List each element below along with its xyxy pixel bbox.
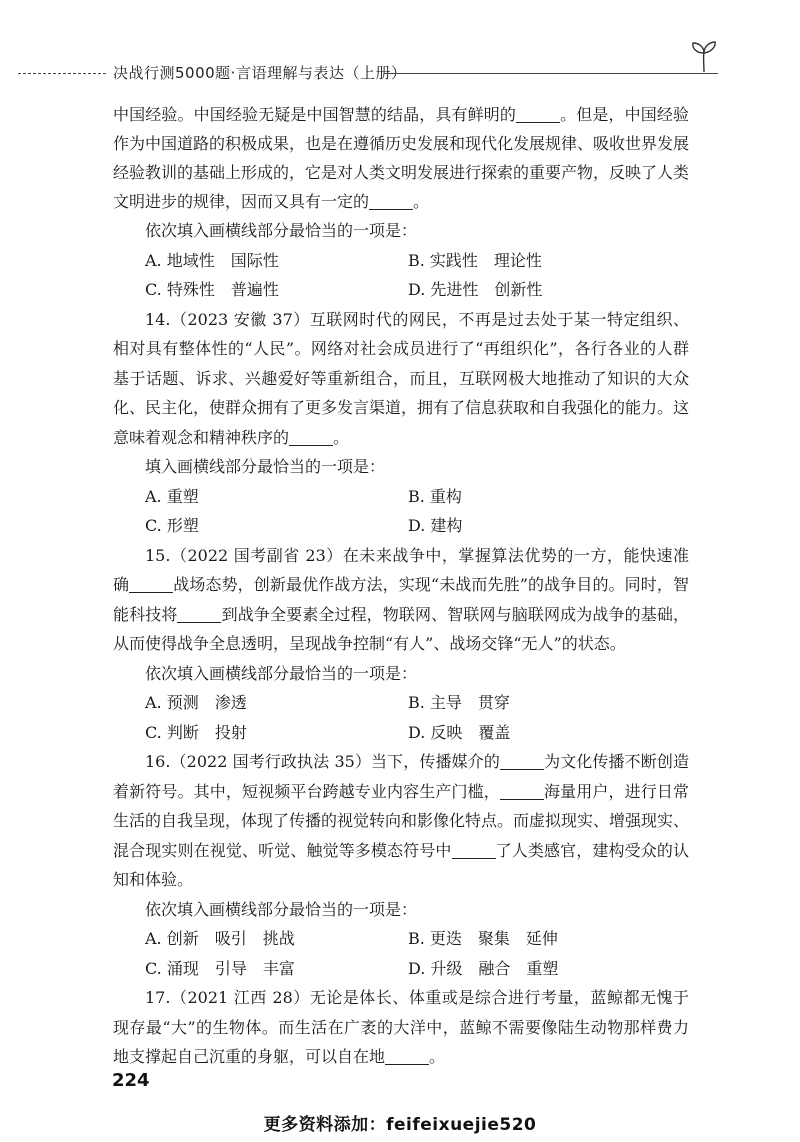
q17-text-b: 。: [429, 1047, 446, 1066]
option-a: A. 预测 渗透: [145, 693, 247, 712]
option-c: C. 判断 投射: [145, 722, 247, 742]
q15-options: [113, 688, 689, 747]
header-rule: [384, 73, 718, 74]
page-number: 224: [112, 1070, 150, 1091]
option-b: B. 实践性 理论性: [408, 250, 542, 270]
option-d: D. 建构: [408, 516, 463, 535]
answer-blank: [369, 193, 413, 210]
answer-blank: [500, 783, 544, 800]
option-d: D. 先进性 创新性: [408, 280, 543, 299]
q13-text-end: 。: [413, 192, 430, 211]
option-b: B. 重构: [408, 486, 462, 506]
q15-text-c: 到战争全要素全过程，物联网、智联网与脑联网成为战争的基础，从而使得战争全息透明，呈现战争控制“有人”、战场交锋“无人”的状态。: [113, 604, 689, 653]
option-d: D. 升级 融合 重塑: [408, 958, 559, 978]
q13-options: [113, 246, 689, 305]
q16-options: [113, 924, 689, 983]
option-d: D. 反映 覆盖: [408, 722, 511, 742]
q16-instruction: 依次填入画横线部分最恰当的一项是：: [145, 899, 418, 919]
answer-blank: [500, 753, 544, 770]
running-header: [18, 58, 718, 88]
answer-blank: [516, 106, 560, 123]
q15-stem: [113, 541, 689, 659]
header-dashed-line: [18, 73, 106, 74]
q15-text-b: 战场态势，创新最优作战方法，实现“未战而先胜”的战争目的。同时，智能科技将: [113, 575, 689, 624]
q15-text-a: 15.（2022 国考副省 23）在未来战争中，掌握算法优势的一方，能快速准确: [113, 545, 689, 594]
q14-options: [113, 482, 689, 541]
q16-text-d: 了人类感官，建构受众的认知和体验。: [113, 840, 689, 889]
q17-text-a: 17.（2021 江西 28）无论是体长、体重或是综合进行考量，蓝鲸都无愧于现存最“大”的生物体。而生活在广袤的大洋中，蓝鲸不需要像陆生动物那样费力地支撑起自己沉重的身躯，可以自在地: [113, 988, 689, 1066]
footer-note: 更多资料添加：feifeixuejie520: [263, 1115, 537, 1135]
q14-instruction: 填入画横线部分最恰当的一项是：: [145, 457, 386, 476]
option-c: C. 形塑: [145, 516, 199, 535]
option-b: B. 主导 贯穿: [408, 693, 510, 712]
q16-text-c: 海量用户，进行日常生活的自我呈现，体现了传播的视觉转向和影像化特点。而虚拟现实、增强现实、混合现实则在视觉、听觉、触觉等多模态符号中: [113, 781, 690, 860]
q16-text-a: 16.（2022 国考行政执法 35）当下，传播媒介的: [145, 752, 500, 771]
answer-blank: [289, 429, 333, 446]
option-a: A. 地域性 国际性: [145, 250, 279, 270]
q13-instruction: 依次填入画横线部分最恰当的一项是：: [145, 221, 418, 240]
book-title: 决战行测5000题·言语理解与表达（上册）: [113, 64, 407, 82]
q15-instruction: 依次填入画横线部分最恰当的一项是：: [145, 663, 418, 683]
option-b: B. 更迭 聚集 延伸: [408, 929, 558, 948]
option-a: A. 创新 吸引 挑战: [145, 929, 295, 948]
option-c: C. 特殊性 普遍性: [145, 280, 279, 299]
q14-text-b: 。: [333, 427, 350, 447]
option-a: A. 重塑: [145, 486, 199, 506]
q16-text-b: 为文化传播不断创造着新符号。其中，短视频平台跨越专业内容生产门槛，: [113, 752, 689, 801]
page-body: [113, 100, 689, 1072]
q13-text-b: 。但是，中国经验作为中国道路的积极成果，也是在遵循历史发展和现代化发展规律、吸收世界发展经验教训的基础上形成的，它是对人类文明发展进行探索的重要产物，反映了人类文明进步的规律，因而又具有一定的: [113, 105, 690, 211]
answer-blank: [385, 1048, 429, 1065]
q14-text-a: 14.（2023 安徽 37）互联网时代的网民，不再是过去处于某一特定组织、相对具有整体性的“人民”。网络对社会成员进行了“再组织化”，各行各业的人群基于话题、诉求、兴趣爱好等重新组合，而且，互联网极大地推动了知识的大众化、民主化，使群众拥有了更多发言渠道，拥有了信息获取和自我强化的能力。这意味着观念和精神秩序的: [113, 309, 690, 447]
answer-blank: [129, 576, 173, 593]
answer-blank: [452, 842, 496, 859]
option-c: C. 涌现 引导 丰富: [145, 958, 295, 978]
q17-stem: [113, 983, 689, 1072]
sprout-icon: [686, 40, 722, 74]
q16-stem: [113, 747, 689, 895]
answer-blank: [177, 606, 221, 623]
q13-continuation: [113, 100, 689, 216]
q13-text-a: 中国经验。中国经验无疑是中国智慧的结晶，具有鲜明的: [113, 105, 517, 124]
q14-stem: [113, 305, 689, 453]
